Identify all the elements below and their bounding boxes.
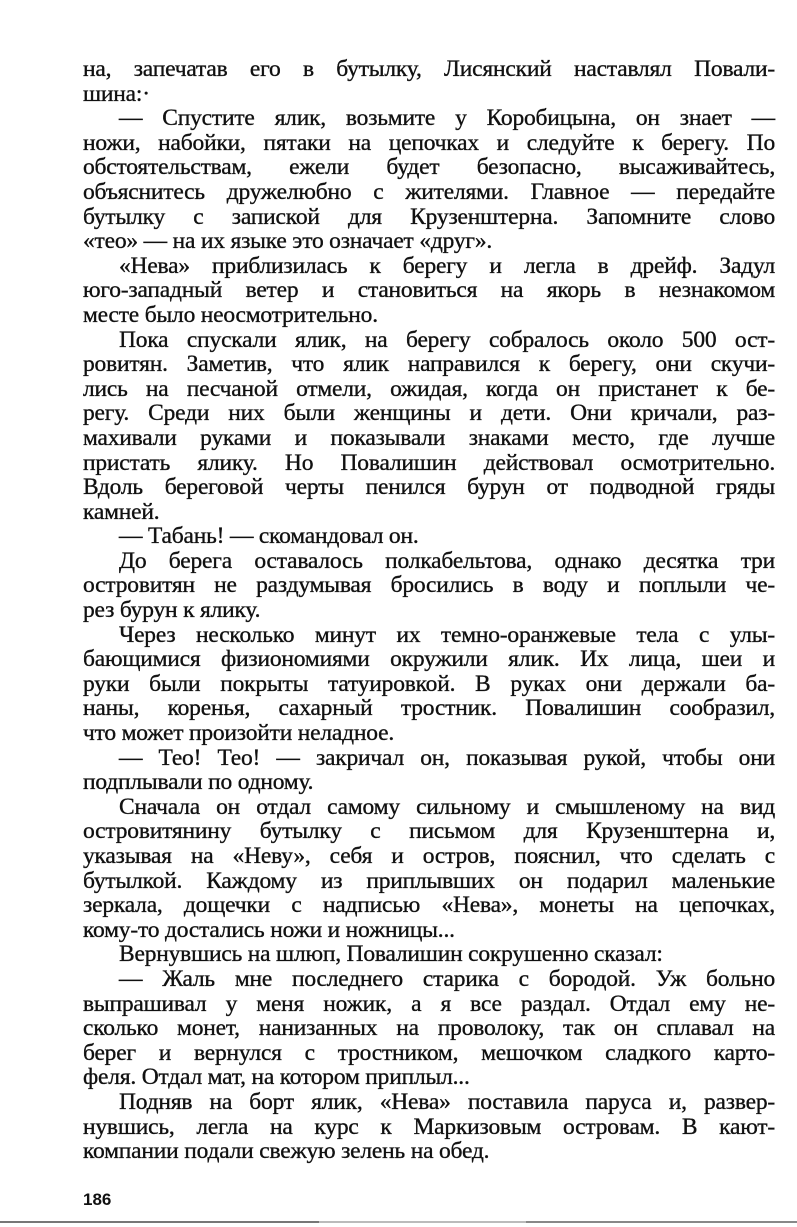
text-line: бутылкой. Каждому из приплывших он подарил маленькие [83,867,775,894]
text-line: что может произойти неладное. [83,720,395,747]
text-line: берег и вернулся с тростником, мешочком сладкого карто- [83,1039,775,1066]
text-line: Вдоль береговой черты пенился бурун от подводной гряды [83,474,775,501]
text-line: До берега оставалось полкабельтова, однако десятка три [119,547,775,574]
text-line: Пока спускали ялик, на берегу собралось около 500 ост- [119,326,775,353]
text-line: Через несколько минут их темно-оранжевые тела с улы- [119,621,775,648]
text-line: руки были покрыты татуировкой. В руках они держали ба- [83,670,775,697]
text-line: — Табань! — скомандовал он. [119,523,419,550]
text-line: юго-западный ветер и становиться на якорь в незнакомом [83,277,775,304]
text-line: кому-то достались ножи и ножницы... [83,916,455,943]
text-line: выпрашивал у меня ножик, а я все раздал. Отдал ему не- [83,990,775,1017]
text-line: — Тео! Тео! — закричал он, показывая рукой, чтобы они [119,744,775,771]
text-line: островитян не раздумывая бросились в воду и поплыли че- [83,572,775,599]
text-line: компании подали свежую зелень на обед. [83,1138,490,1165]
text-line: подплывали по одному. [83,769,314,796]
text-line: рез бурун к ялику. [83,597,261,624]
text-line: Вернувшись на шлюп, Повалишин сокрушенно сказал: [119,941,663,968]
text-line: объяснитесь дружелюбно с жителями. Главное — передайте [83,178,775,205]
text-line: — Спустите ялик, возьмите у Коробицына, он знает — [119,105,775,132]
text-line: зеркала, дощечки с надписью «Нева», монеты на цепочках, [83,892,775,919]
scan-bottom-edge [0,1221,797,1223]
text-line: «тео» — на их языке это означает «друг». [83,228,493,255]
text-line: феля. Отдал мат, на котором приплыл... [83,1064,470,1091]
text-line: сколько монет, нанизанных на проволоку, так он сплавал на [83,1015,775,1042]
text-line: шина:· [83,80,150,107]
text-line: нувшись, легла на курс к Маркизовым островам. В кают- [83,1113,775,1140]
text-line: камней. [83,498,160,525]
page-number: 186 [83,1190,112,1209]
text-line: указывая на «Неву», себя и остров, пояснил, что сделать с [83,843,775,869]
text-line: бутылку с запиской для Крузенштерна. Запомните слово [83,203,775,230]
text-line: ножи, набойки, пятаки на цепочках и следуйте к берегу. По [83,129,775,156]
text-line: пристать ялику. Но Повалишин действовал осмотрительно. [83,449,775,476]
text-line: ровитян. Заметив, что ялик направился к берегу, они скучи- [83,351,775,378]
text-line: «Нева» приблизилась к берегу и легла в дрейф. Задул [119,252,775,279]
page-body-text [83,57,775,1164]
text-line: Сначала он отдал самому сильному и смышленому на вид [119,793,775,820]
text-line: обстоятельствам, ежели будет безопасно, высаживайтесь, [83,154,775,181]
text-line: месте было неосмотрительно. [83,301,378,328]
text-line: регу. Среди них были женщины и дети. Они кричали, раз- [83,400,775,427]
text-line: на, запечатав его в бутылку, Лисянский наставлял Повали- [83,56,775,82]
text-line: — Жаль мне последнего старика с бородой. Уж больно [119,965,775,992]
text-line: Подняв на борт ялик, «Нева» поставила паруса и, развер- [119,1088,775,1115]
text-line: лись на песчаной отмели, ожидая, когда он пристанет к бе- [83,375,775,402]
text-line: махивали руками и показывали знаками место, где лучше [83,424,775,451]
text-line: островитянину бутылку с письмом для Крузенштерна и, [83,818,775,845]
text-line: бающимися физиономиями окружили ялик. Их лица, шеи и [83,646,775,673]
text-line: наны, коренья, сахарный тростник. Повалишин сообразил, [83,695,775,722]
